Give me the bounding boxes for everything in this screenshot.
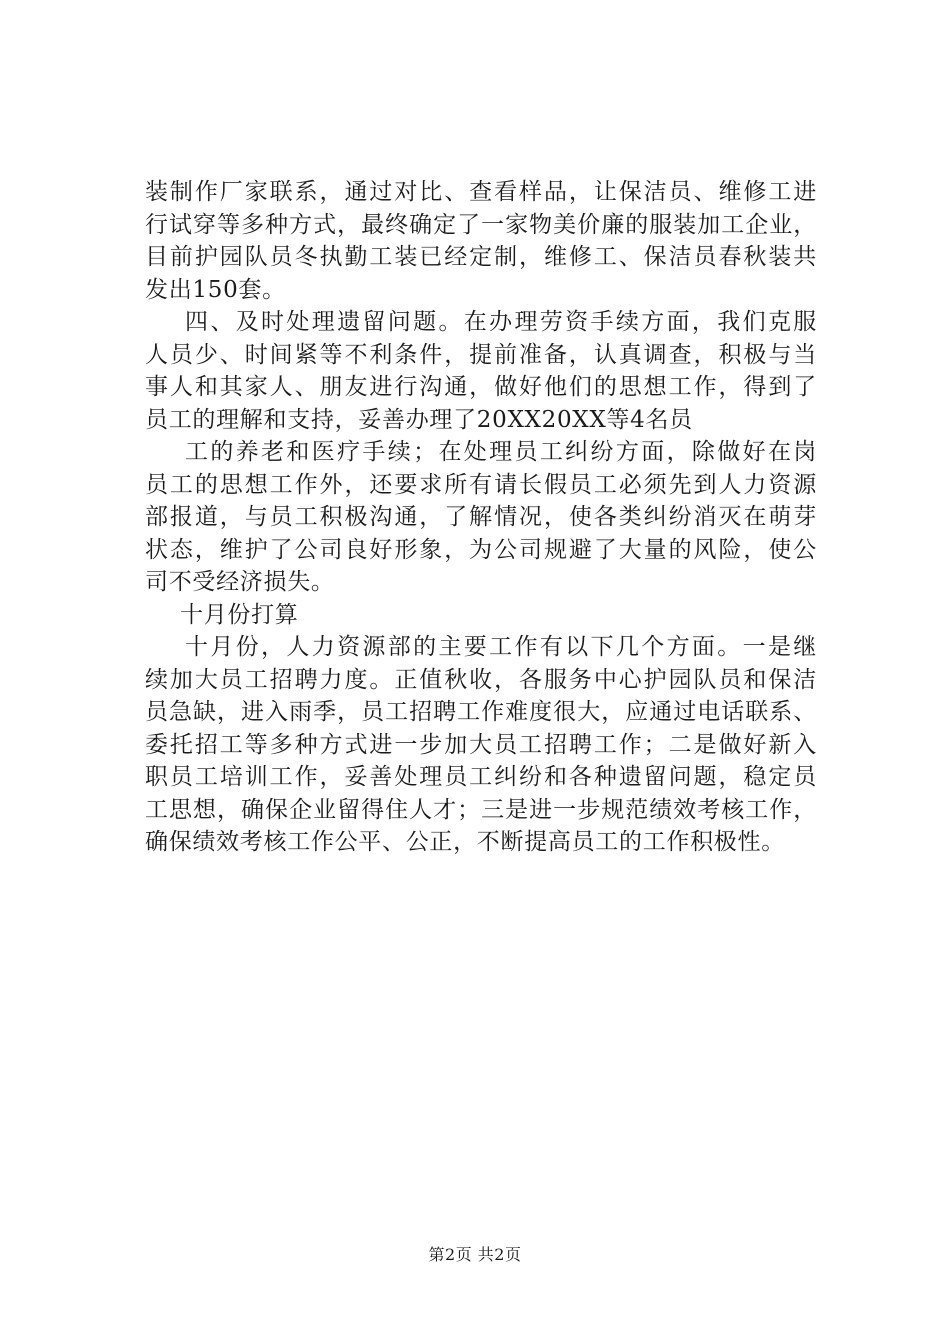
text-line: 职员工培训工作，妥善处理员工纠纷和各种遗留问题，稳定员 xyxy=(145,764,817,790)
page-number-footer: 第2页 共2页 xyxy=(428,1245,522,1264)
text-line: 司不受经济损失。 xyxy=(145,569,335,595)
text-line: 行试穿等多种方式，最终确定了一家物美价廉的服装加工企业， xyxy=(145,211,817,238)
paragraph-start-line: 工的养老和医疗手续；在处理员工纠纷方面，除做好在岗 xyxy=(185,439,817,465)
text-line: 状态，维护了公司良好形象，为公司规避了大量的风险，使公 xyxy=(145,536,817,563)
text-line: 确保绩效考核工作公平、公正，不断提高员工的工作积极性。 xyxy=(145,829,785,855)
text-line: 员工的思想工作外，还要求所有请长假员工必须先到人力资源 xyxy=(145,471,817,498)
text-line: 事人和其家人、朋友进行沟通，做好他们的思想工作，得到了 xyxy=(145,374,817,400)
text-line: 续加大员工招聘力度。正值秋收，各服务中心护园队员和保洁 xyxy=(145,666,817,693)
text-line: 目前护园队员冬执勤工装已经定制，维修工、保洁员春秋装共 xyxy=(145,244,817,270)
document-body xyxy=(145,176,817,859)
text-line: 部报道，与员工积极沟通，了解情况，使各类纠纷消灭在萌芽 xyxy=(145,504,817,530)
paragraph-start-line: 十月份，人力资源部的主要工作有以下几个方面。一是继 xyxy=(185,634,817,660)
section-heading: 十月份打算 xyxy=(180,601,299,628)
paragraph-start-line: 四、及时处理遗留问题。在办理劳资手续方面，我们克服 xyxy=(185,309,817,335)
text-line: 工思想，确保企业留得住人才；三是进一步规范绩效考核工作， xyxy=(145,796,817,823)
text-line: 员急缺，进入雨季，员工招聘工作难度很大，应通过电话联系、 xyxy=(145,699,817,725)
text-line: 委托招工等多种方式进一步加大员工招聘工作；二是做好新入 xyxy=(145,731,817,758)
text-line: 装制作厂家联系，通过对比、查看样品，让保洁员、维修工进 xyxy=(145,179,817,205)
text-line: 发出150套。 xyxy=(145,276,286,303)
text-line: 员工的理解和支持，妥善办理了20XX20XX等4名员 xyxy=(145,406,693,433)
text-line: 人员少、时间紧等不利条件，提前准备，认真调查，积极与当 xyxy=(145,341,817,368)
